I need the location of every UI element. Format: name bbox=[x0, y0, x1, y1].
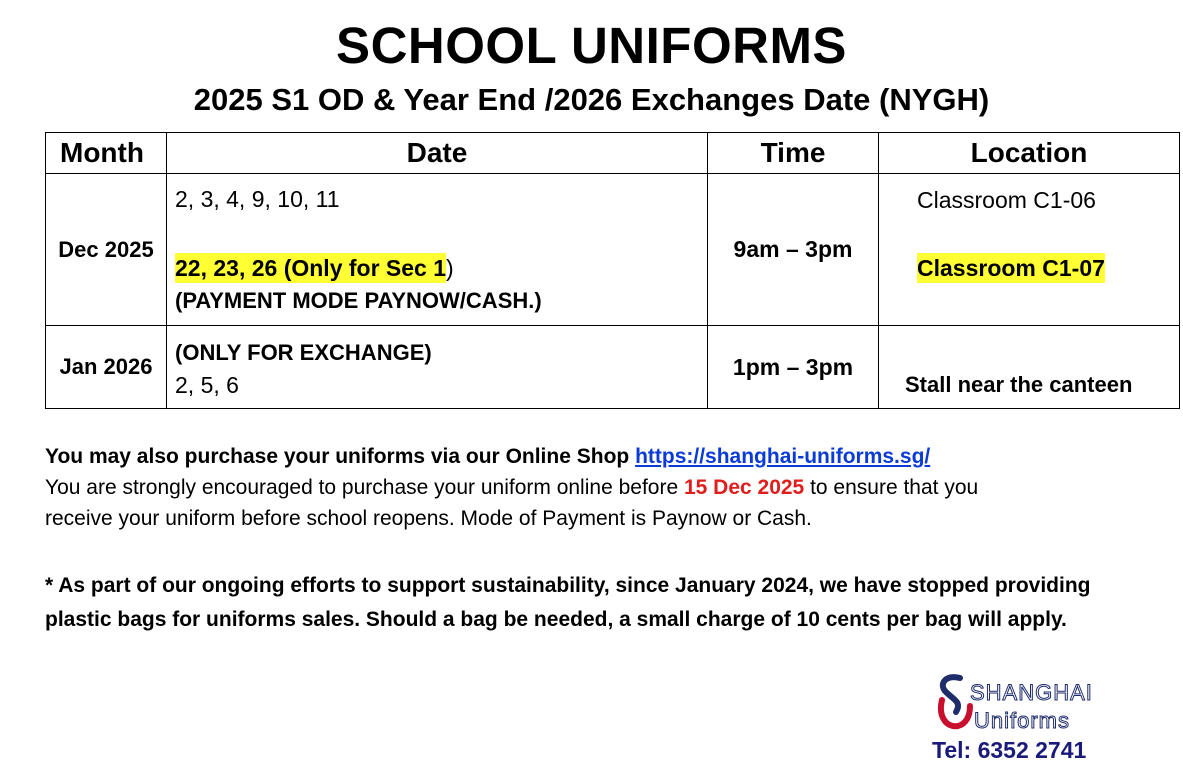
encourage-line bbox=[45, 472, 978, 503]
online-shop-lead: You may also purchase your uniforms via our Online Shop bbox=[45, 445, 636, 468]
header-date: Date bbox=[167, 133, 708, 174]
online-shop-line bbox=[45, 441, 930, 472]
dates-regular: 2, 3, 4, 9, 10, 11 bbox=[175, 186, 340, 212]
dates-highlight-bold: 22, 23, 26 bbox=[175, 255, 278, 281]
dates-highlight-note: (Only for Sec 1 bbox=[277, 255, 447, 281]
logo-mark bbox=[936, 672, 1106, 734]
table-header-row bbox=[46, 133, 1180, 174]
dates-close-paren: ) bbox=[446, 255, 454, 281]
page-title: SCHOOL UNIFORMS bbox=[336, 17, 847, 74]
time-cell: 9am – 3pm bbox=[708, 174, 879, 326]
dates-highlight bbox=[175, 253, 446, 283]
time-cell: 1pm – 3pm bbox=[708, 326, 879, 409]
encourage-text-b: to ensure that you bbox=[804, 476, 979, 499]
shanghai-uniforms-logo bbox=[936, 672, 1106, 734]
logo-line-2: Uniforms bbox=[974, 708, 1071, 733]
payment-note: (PAYMENT MODE PAYNOW/CASH.) bbox=[175, 288, 542, 313]
notice-line-2: plastic bags for uniforms sales. Should a bag be needed, a small charge of 10 cents per bag will apply. bbox=[45, 608, 1067, 631]
exchange-note: (ONLY FOR EXCHANGE) bbox=[175, 340, 432, 365]
month-cell: Jan 2026 bbox=[46, 326, 167, 409]
logo-line-1: SHANGHAI bbox=[970, 680, 1093, 705]
telephone: Tel: 6352 2741 bbox=[932, 737, 1087, 763]
deadline-date: 15 Dec 2025 bbox=[683, 476, 805, 499]
table-row bbox=[46, 326, 1180, 409]
date-cell bbox=[167, 174, 708, 326]
encourage-text-a: You are strongly encouraged to purchase your uniform online before bbox=[45, 476, 684, 499]
schedule-table bbox=[45, 132, 1180, 409]
page-subtitle: 2025 S1 OD & Year End /2026 Exchanges Date (NYGH) bbox=[193, 82, 990, 117]
payment-line: receive your uniform before school reopens. Mode of Payment is Paynow or Cash. bbox=[45, 507, 812, 530]
month-cell: Dec 2025 bbox=[46, 174, 167, 326]
header-month: Month bbox=[46, 133, 167, 174]
location-1: Classroom C1-06 bbox=[917, 187, 1096, 213]
location-stall: Stall near the canteen bbox=[905, 372, 1133, 397]
location-cell bbox=[879, 326, 1180, 409]
header-time: Time bbox=[708, 133, 879, 174]
online-shop-link[interactable]: https://shanghai-uniforms.sg/ bbox=[635, 445, 931, 468]
date-cell bbox=[167, 326, 708, 409]
header-location: Location bbox=[879, 133, 1180, 174]
location-2: Classroom C1-07 bbox=[917, 255, 1105, 281]
location-cell bbox=[879, 174, 1180, 326]
table-row bbox=[46, 174, 1180, 326]
notice-line-1: * As part of our ongoing efforts to support sustainability, since January 2024, we have stopped providing bbox=[45, 574, 1091, 597]
exchange-dates: 2, 5, 6 bbox=[175, 372, 239, 398]
